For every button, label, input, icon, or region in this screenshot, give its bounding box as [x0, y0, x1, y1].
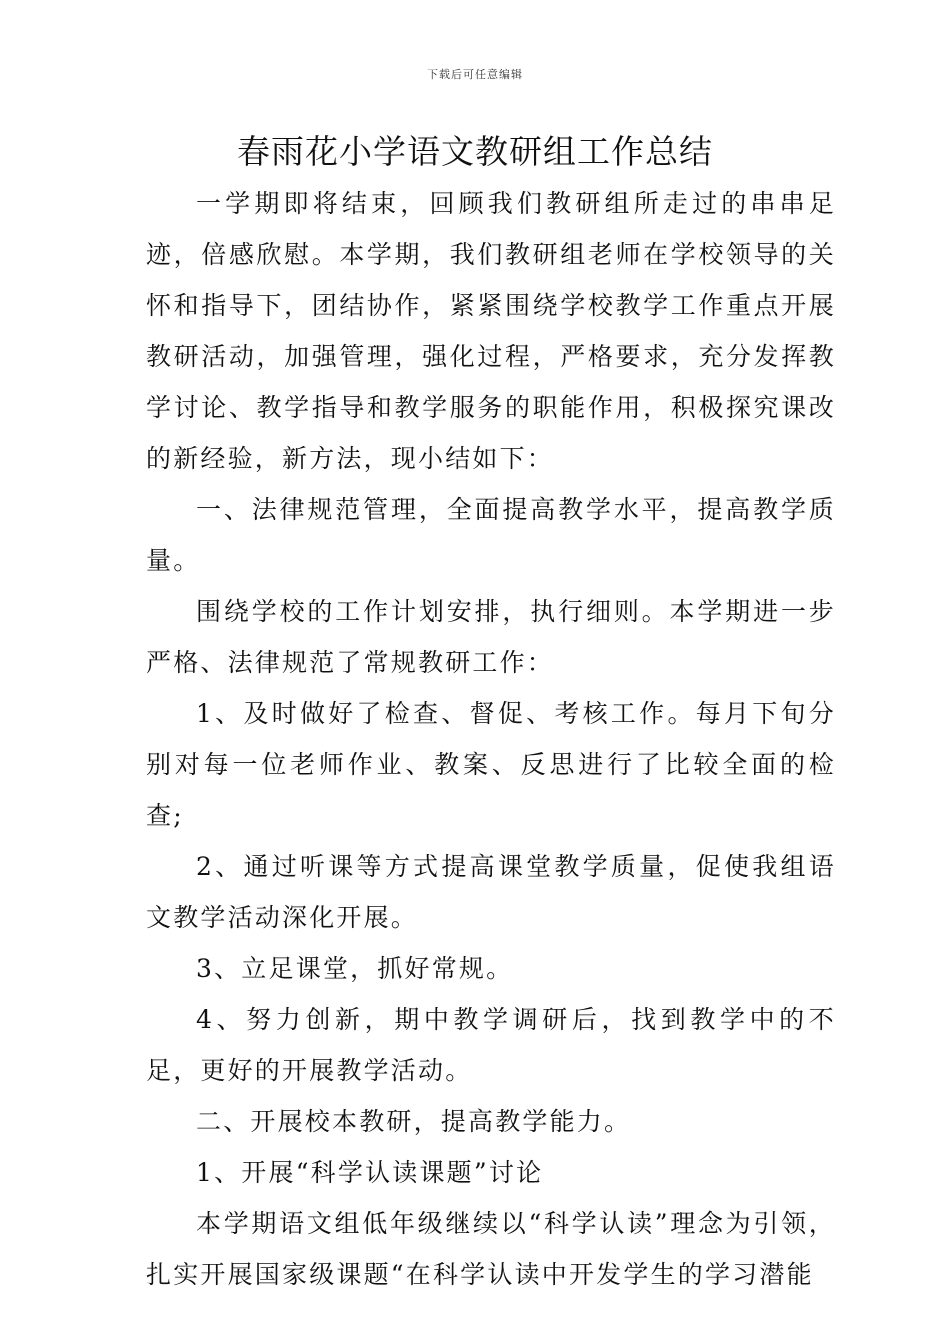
- paragraph-section-2-body: 本学期语文组低年级继续以“科学认读”理念为引领，扎实开展国家级课题“在科学认读中开发学生的学习潜能: [146, 1209, 836, 1289]
- paragraph-item-2: 2、通过听课等方式提高课堂教学质量，促使我组语文教学活动深化开展。: [146, 852, 836, 932]
- paragraph-section-2-item-1: 1、开展“科学认读课题”讨论: [196, 1158, 544, 1187]
- paragraph-item-3: 3、立足课堂，抓好常规。: [196, 954, 514, 983]
- paragraph-section-1-heading: 一、法律规范管理，全面提高教学水平，提高教学质量。: [146, 495, 836, 575]
- paragraph-item-1: 1、及时做好了检查、督促、考核工作。每月下旬分别对每一位老师作业、教案、反思进行了比较全面的检查;: [146, 699, 836, 830]
- paragraph-intro: 一学期即将结束，回顾我们教研组所走过的串串足迹，倍感欣慰。本学期，我们教研组老师在学校领导的关怀和指导下，团结协作，紧紧围绕学校教学工作重点开展教研活动，加强管理，强化过程，严格要求，充分发挥教学讨论、教学指导和教学服务的职能作用，积极探究课改的新经验，新方法，现小结如下：: [146, 189, 836, 473]
- paragraph-item-4: 4、努力创新，期中教学调研后，找到教学中的不足，更好的开展教学活动。: [146, 1005, 836, 1085]
- header-note: 下载后可任意编辑: [427, 68, 523, 81]
- paragraph-section-1-intro: 围绕学校的工作计划安排，执行细则。本学期进一步严格、法律规范了常规教研工作：: [146, 597, 836, 677]
- document-body: [146, 178, 836, 1300]
- paragraph-section-2-heading: 二、开展校本教研，提高教学能力。: [196, 1107, 632, 1136]
- document-title: 春雨花小学语文教研组工作总结: [237, 132, 713, 171]
